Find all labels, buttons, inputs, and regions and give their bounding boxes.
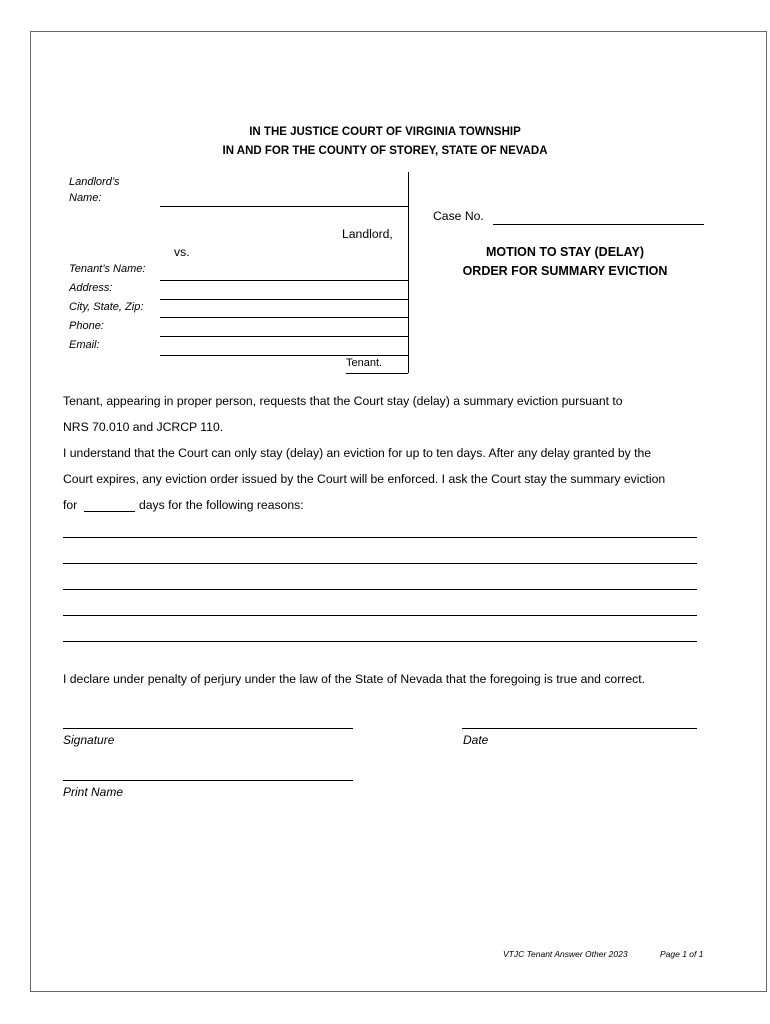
- case-number-field[interactable]: [493, 224, 704, 225]
- days-field[interactable]: [84, 511, 135, 512]
- date-label: Date: [463, 733, 489, 747]
- tenant-name-label: Tenant’s Name:: [69, 263, 146, 275]
- paragraph-2-line-2: Court expires, any eviction order issued by the Court will be enforced. I ask the Court stay the summary eviction: [63, 472, 666, 486]
- caption-bottom-rule: [346, 373, 408, 374]
- footer-form-id: VTJC Tenant Answer Other 2023: [503, 949, 628, 959]
- reason-line-1[interactable]: [63, 537, 697, 538]
- signature-label: Signature: [63, 733, 115, 747]
- paragraph-1-line-1: Tenant, appearing in proper person, requests that the Court stay (delay) a summary eviction pursuant to: [63, 394, 623, 408]
- print-name-label: Print Name: [63, 785, 124, 799]
- reason-line-2[interactable]: [63, 563, 697, 564]
- landlord-name-label-2: Name:: [69, 192, 102, 204]
- phone-label: Phone:: [69, 320, 104, 332]
- email-label: Email:: [69, 339, 100, 351]
- motion-title-line-1: MOTION TO STAY (DELAY): [485, 245, 645, 259]
- case-number-label: Case No.: [433, 209, 484, 223]
- tenant-name-field[interactable]: [160, 280, 408, 281]
- landlord-name-field[interactable]: [160, 206, 408, 207]
- signature-field[interactable]: [63, 728, 353, 729]
- reason-line-5[interactable]: [63, 641, 697, 642]
- paragraph-2-line-1: I understand that the Court can only stay (delay) an eviction for up to ten days. After any delay granted by the: [63, 446, 652, 460]
- phone-field[interactable]: [160, 336, 408, 337]
- reason-line-3[interactable]: [63, 589, 697, 590]
- paragraph-1-line-2: NRS 70.010 and JCRCP 110.: [63, 420, 224, 434]
- versus-label: vs.: [174, 245, 190, 259]
- paragraph-2-rest: days for the following reasons:: [139, 498, 304, 512]
- reason-line-4[interactable]: [63, 615, 697, 616]
- court-heading-line-2: IN AND FOR THE COUNTY OF STOREY, STATE OF NEVADA: [222, 145, 548, 157]
- landlord-name-label-1: Landlord’s: [69, 176, 120, 188]
- caption-divider: [408, 172, 409, 373]
- address-field[interactable]: [160, 299, 408, 300]
- email-field[interactable]: [160, 355, 408, 356]
- paragraph-2-for: for: [63, 498, 78, 512]
- print-name-field[interactable]: [63, 780, 353, 781]
- declaration-text: I declare under penalty of perjury under the law of the State of Nevada that the foregoing is true and correct.: [63, 672, 645, 686]
- footer-page-number: Page 1 of 1: [660, 949, 704, 959]
- court-heading-line-1: IN THE JUSTICE COURT OF VIRGINIA TOWNSHIP: [249, 126, 521, 138]
- city-state-zip-field[interactable]: [160, 317, 408, 318]
- address-label: Address:: [69, 282, 113, 294]
- motion-title-line-2: ORDER FOR SUMMARY EVICTION: [462, 264, 668, 278]
- date-field[interactable]: [462, 728, 697, 729]
- city-state-zip-label: City, State, Zip:: [69, 301, 144, 313]
- landlord-role-label: Landlord,: [342, 227, 393, 241]
- tenant-role-label: Tenant.: [346, 357, 383, 369]
